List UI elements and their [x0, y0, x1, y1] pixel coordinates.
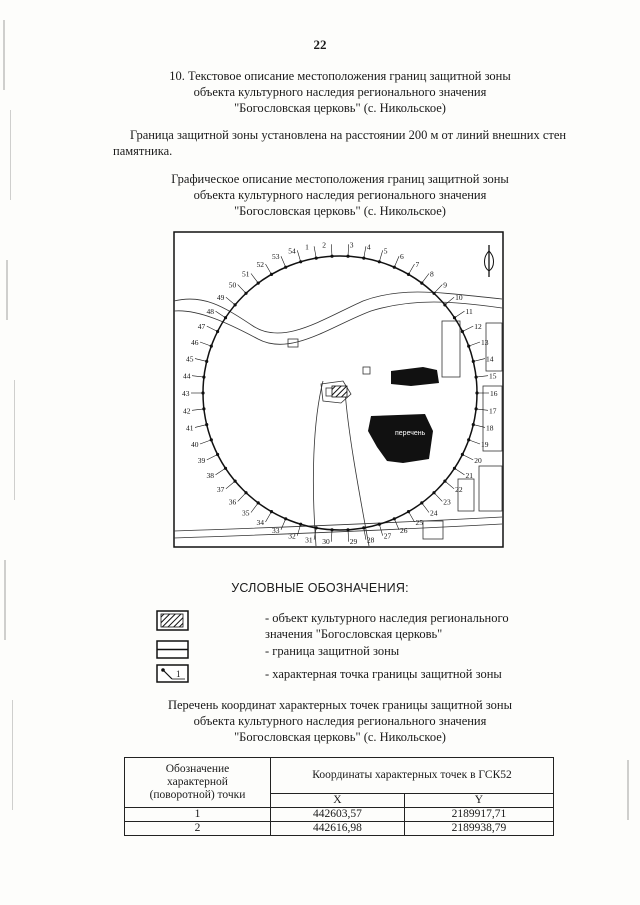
- boundary-point-label: 10: [455, 293, 463, 303]
- legend-point-text: - характерная точка границы защитной зоны: [265, 667, 502, 681]
- boundary-point-label: 4: [366, 242, 371, 252]
- boundary-point-label: 18: [486, 423, 494, 433]
- boundary-point: [284, 517, 287, 520]
- legend-point-label: 1: [176, 669, 181, 679]
- zone-description-paragraph: Граница защитной зоны установлена на расстоянии 200 м от линий внешних стен памятника.: [113, 128, 567, 158]
- section-heading-line: объекта культурного наследия регионального значения: [193, 85, 487, 99]
- boundary-point-label: 24: [430, 508, 438, 518]
- x-cell: 442616,98: [271, 822, 405, 836]
- boundary-point-label: 40: [191, 440, 199, 449]
- boundary-point-label: 44: [183, 371, 191, 381]
- boundary-point-label: 43: [182, 389, 190, 398]
- section-heading-line: "Богословская церковь" (с. Никольское): [234, 101, 446, 115]
- point-cell: 2: [125, 822, 271, 836]
- heritage-object: [332, 386, 347, 397]
- boundary-point: [467, 345, 470, 348]
- legend-text-line: значения "Богословская церковь": [265, 627, 443, 641]
- header-point-line: (поворотной) точки: [149, 789, 246, 801]
- legend-heritage-text: [265, 610, 565, 642]
- boundary-point-label: 30: [322, 537, 330, 546]
- coordinates-heading-line: объекта культурного наследия регионального значения: [193, 714, 487, 728]
- boundary-point-label: 46: [191, 338, 199, 347]
- boundary-point-label: 13: [481, 338, 489, 347]
- boundary-point-label: 7: [415, 260, 420, 269]
- header-coords-cell: Координаты характерных точек в ГСК52: [271, 758, 554, 794]
- legend-text-line: - объект культурного наследия регионального: [265, 611, 509, 625]
- graphic-heading-line: Графическое описание местоположения границ защитной зоны: [171, 172, 509, 186]
- boundary-point-label: 8: [430, 269, 434, 279]
- boundary-point-label: 35: [242, 508, 250, 518]
- boundary-point-label: 14: [486, 354, 494, 364]
- boundary-point-label: 27: [383, 531, 392, 541]
- boundary-point-label: 42: [183, 406, 191, 416]
- boundary-point-label: 51: [242, 269, 250, 279]
- header-point-line: Обозначение: [165, 763, 230, 775]
- boundary-point-label: 38: [206, 470, 214, 480]
- building-caption: перечень: [395, 430, 426, 437]
- boundary-point: [216, 453, 219, 456]
- boundary-point-label: 23: [443, 497, 451, 507]
- boundary-point-label: 52: [256, 260, 264, 269]
- boundary-point-label: 21: [465, 470, 473, 480]
- boundary-point-label: 49: [216, 293, 225, 303]
- boundary-point: [453, 316, 456, 319]
- boundary-point-label: 22: [455, 484, 463, 494]
- boundary-point: [453, 467, 456, 470]
- boundary-point-label: 6: [400, 252, 404, 262]
- table-row: [125, 822, 554, 836]
- legend-boundary-swatch: [156, 640, 189, 659]
- coordinates-table: [124, 757, 554, 836]
- legend-point-swatch: [156, 664, 189, 683]
- boundary-point-label: 1: [305, 242, 309, 252]
- legend-point-symbol: [156, 664, 189, 683]
- boundary-point-label: 31: [305, 535, 313, 545]
- boundary-point: [393, 266, 396, 269]
- legend-heritage-symbol: [156, 610, 189, 631]
- graphic-heading-line: объекта культурного наследия регионального значения: [193, 188, 487, 202]
- boundary-point-label: 45: [186, 354, 194, 364]
- legend-title: УСЛОВНЫЕ ОБОЗНАЧЕНИЯ:: [231, 581, 409, 595]
- coordinates-heading: [100, 697, 580, 745]
- boundary-point: [284, 266, 287, 269]
- boundary-point-label: 53: [272, 252, 280, 262]
- boundary-point-label: 47: [197, 322, 206, 332]
- boundary-point-label: 11: [465, 307, 473, 317]
- section-heading-line: 10. Текстовое описание местоположения границ защитной зоны: [169, 69, 511, 83]
- boundary-point-label: 37: [216, 484, 225, 494]
- header-y-cell: Y: [404, 794, 553, 808]
- boundary-point-label: 20: [474, 455, 482, 465]
- boundary-point-label: 28: [366, 535, 375, 545]
- y-cell: 2189938,79: [404, 822, 553, 836]
- boundary-point-label: 9: [443, 280, 448, 290]
- boundary-plan-svg: [173, 231, 504, 548]
- boundary-point-label: 26: [400, 525, 408, 535]
- legend-boundary-symbol: [156, 640, 189, 659]
- coordinates-heading-line: Перечень координат характерных точек границы защитной зоны: [167, 698, 513, 712]
- boundary-point-label: 17: [489, 406, 497, 416]
- boundary-point-label: 15: [489, 371, 497, 381]
- boundary-point-label: 54: [288, 246, 296, 256]
- boundary-point-label: 16: [490, 389, 498, 398]
- boundary-point-label: 32: [288, 531, 296, 541]
- graphic-heading-line: "Богословская церковь" (с. Никольское): [234, 204, 446, 218]
- coordinates-heading-line: "Богословская церковь" (с. Никольское): [234, 730, 446, 744]
- boundary-point-label: 36: [228, 497, 237, 507]
- boundary-point-label: 25: [415, 518, 423, 527]
- boundary-plan: [173, 231, 504, 548]
- header-point-cell: [125, 758, 271, 808]
- boundary-point-label: 33: [272, 525, 280, 535]
- boundary-point: [224, 316, 227, 319]
- table-row: [125, 808, 554, 822]
- header-point-line: характерной: [167, 776, 228, 788]
- boundary-point-label: 12: [474, 322, 482, 332]
- boundary-point: [378, 523, 381, 526]
- point-cell: 1: [125, 808, 271, 822]
- boundary-point-label: 48: [206, 307, 214, 317]
- graphic-heading: [100, 171, 580, 219]
- section-heading: [100, 68, 580, 116]
- boundary-point-label: 19: [481, 440, 489, 449]
- boundary-point: [299, 523, 302, 526]
- boundary-point: [216, 330, 219, 333]
- page-number: 22: [313, 37, 327, 52]
- legend-boundary-text: - граница защитной зоны: [265, 644, 400, 658]
- x-cell: 442603,57: [271, 808, 405, 822]
- boundary-point-label: 41: [186, 423, 194, 433]
- boundary-point-label: 50: [228, 280, 237, 290]
- boundary-point: [393, 517, 396, 520]
- boundary-point-label: 3: [349, 240, 354, 250]
- boundary-point-label: 29: [349, 537, 358, 546]
- y-cell: 2189917,71: [404, 808, 553, 822]
- boundary-point-label: 2: [322, 240, 327, 250]
- boundary-point-label: 5: [383, 246, 388, 256]
- legend-heritage-swatch: [156, 610, 189, 631]
- boundary-point-label: 39: [197, 455, 206, 465]
- boundary-point: [224, 467, 227, 470]
- header-x-cell: X: [271, 794, 405, 808]
- boundary-point-label: 34: [256, 518, 264, 527]
